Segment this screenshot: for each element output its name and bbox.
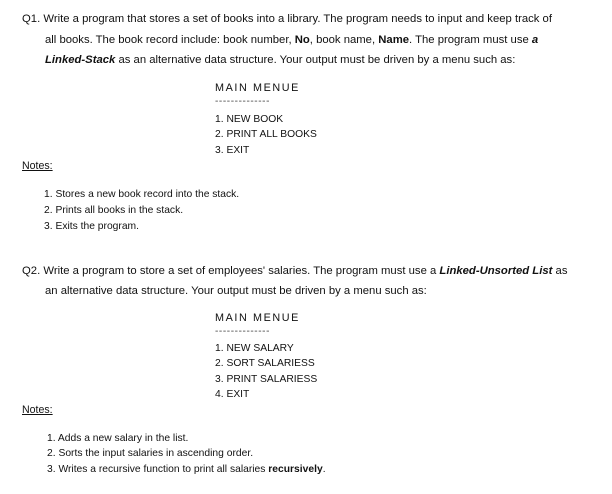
q2-menu-divider: -------------- bbox=[215, 326, 271, 337]
q1-term-no: No bbox=[294, 34, 310, 46]
q1-line-3 bbox=[45, 50, 515, 70]
q2-note-item: 2. Sorts the input salaries in ascending order. bbox=[47, 448, 254, 459]
q2-menu-item: 1. NEW SALARY bbox=[215, 343, 294, 354]
q2-label: Q2. bbox=[22, 265, 41, 277]
q1-note-item: 1. Stores a new book record into the stack. bbox=[44, 189, 240, 200]
q1-menu-divider: -------------- bbox=[215, 96, 271, 107]
q2-line-1-end: as bbox=[555, 265, 568, 277]
q2-notes-label: Notes: bbox=[22, 404, 53, 416]
q1-menu-item: 1. NEW BOOK bbox=[215, 114, 284, 125]
q2-term-recursively: recursively bbox=[268, 464, 323, 475]
q2-menu-item: 3. PRINT SALARIESS bbox=[215, 374, 318, 385]
q2-note-item-last bbox=[47, 464, 326, 475]
q1-menu-item: 3. EXIT bbox=[215, 145, 250, 156]
q2-note-item-text: 3. Writes a recursive function to print all salaries bbox=[47, 464, 266, 475]
q2-note-item-end: . bbox=[322, 464, 326, 475]
q2-line-1-text: Write a program to store a set of employees' salaries. The program must use a bbox=[43, 265, 437, 277]
q1-line-2 bbox=[45, 30, 538, 50]
q1-line-1-text: Write a program that stores a set of books into a library. The program needs to input and keep track of bbox=[43, 13, 552, 25]
q1-term-linked-stack: Linked-Stack bbox=[45, 54, 116, 66]
q2-menu-item: 2. SORT SALARIESS bbox=[215, 358, 315, 369]
q2-menu-title: MAIN MENUE bbox=[215, 312, 300, 324]
q1-line-2-text: all books. The book record include: book number, bbox=[45, 34, 292, 46]
q2-menu-item: 4. EXIT bbox=[215, 389, 250, 400]
q1-note-item: 2. Prints all books in the stack. bbox=[44, 205, 184, 216]
q2-line-2: an alternative data structure. Your output must be driven by a menu such as: bbox=[45, 285, 427, 297]
q1-note-item: 3. Exits the program. bbox=[44, 221, 139, 232]
q2-note-item: 1. Adds a new salary in the list. bbox=[47, 433, 189, 444]
q1-label: Q1. bbox=[22, 13, 41, 25]
q1-line-3-text: as an alternative data structure. Your output must be driven by a menu such as: bbox=[118, 54, 516, 66]
q1-line-2-end: . The program must use bbox=[409, 34, 529, 46]
q1-line-2-mid: , book name, bbox=[309, 34, 376, 46]
q2-line-1 bbox=[22, 261, 567, 281]
q1-menu-title: MAIN MENUE bbox=[215, 82, 300, 94]
q1-term-name: Name bbox=[378, 34, 410, 46]
q1-term-a: a bbox=[531, 34, 539, 46]
q1-menu-item: 2. PRINT ALL BOOKS bbox=[215, 129, 317, 140]
q1-notes-label: Notes: bbox=[22, 160, 53, 172]
q1-line-1 bbox=[22, 9, 552, 29]
q2-term-linked-unsorted-list: Linked-Unsorted List bbox=[439, 265, 553, 277]
